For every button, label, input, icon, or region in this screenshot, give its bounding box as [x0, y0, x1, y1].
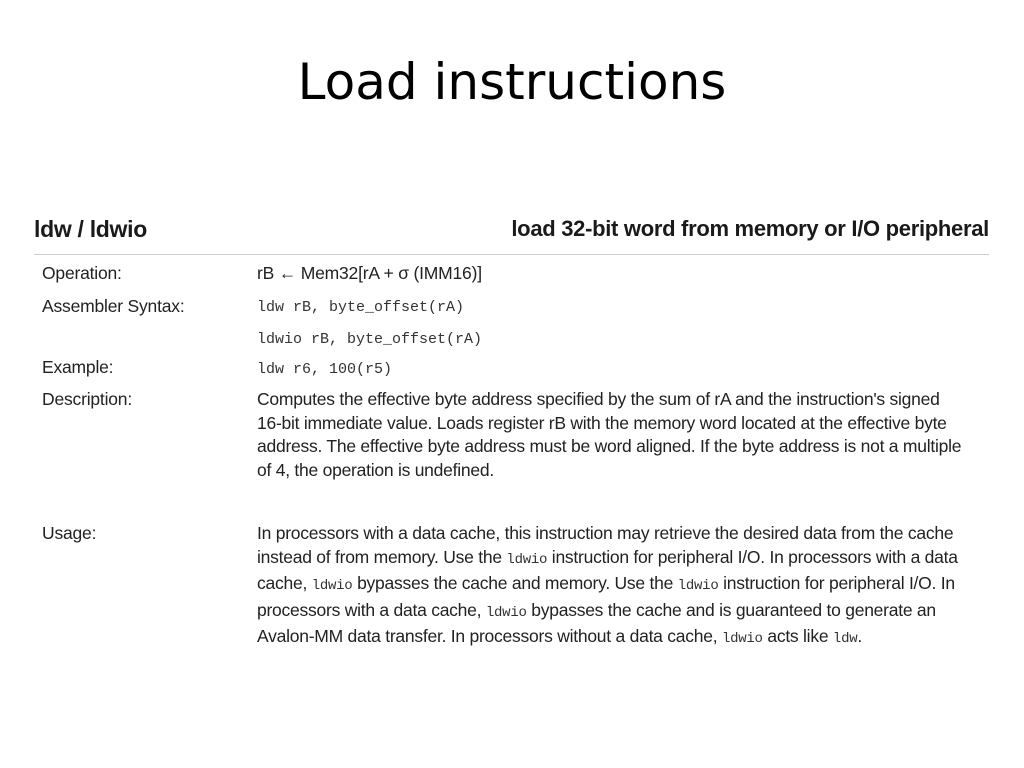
usage-text-fragment: bypasses the cache and memory. Use the [352, 573, 678, 594]
usage-text-fragment: Avalon-MM data transfer. In processors without a data cache, [257, 626, 722, 647]
operation-label: Operation: [42, 263, 122, 283]
usage-text-fragment: acts like [762, 626, 833, 647]
syntax-line-1: ldw rB, byte_offset(rA) [257, 299, 465, 316]
instruction-summary: load 32-bit word from memory or I/O peripheral [511, 216, 989, 241]
usage-text-fragment: . [857, 626, 863, 647]
usage-text-fragment: instruction for peripheral I/O. In processors with a data [547, 546, 958, 567]
usage-text-fragment: instead of from memory. Use the [257, 546, 507, 567]
usage-line [257, 522, 987, 546]
header-divider [34, 254, 989, 255]
usage-line [257, 599, 987, 626]
inline-code: ldw [832, 631, 858, 648]
usage-text-fragment: instruction for peripheral I/O. In [718, 573, 955, 594]
usage-line [257, 546, 987, 573]
inline-code: ldwio [506, 551, 548, 568]
description-line: 16-bit immediate value. Loads register rB with the memory word located at the effective byte [257, 412, 947, 433]
example-value: ldw r6, 100(r5) [257, 361, 393, 378]
inline-code: ldwio [311, 578, 353, 595]
example-label: Example: [42, 357, 114, 377]
usage-text [257, 522, 987, 652]
usage-text-fragment: cache, [257, 573, 312, 594]
description-text [257, 388, 987, 482]
usage-label: Usage: [42, 523, 97, 543]
inline-code: ldwio [721, 631, 763, 648]
instruction-reference [34, 210, 989, 648]
description-label: Description: [42, 389, 132, 409]
syntax-label: Assembler Syntax: [42, 296, 185, 316]
syntax-line-2: ldwio rB, byte_offset(rA) [257, 331, 483, 348]
description-line: of 4, the operation is undefined. [257, 459, 494, 480]
inline-code: ldwio [485, 604, 527, 621]
usage-text-fragment: bypasses the cache and is guaranteed to generate an [526, 599, 936, 620]
usage-line [257, 572, 987, 599]
instruction-header [34, 210, 989, 250]
description-line: address. The effective byte address must be word aligned. If the byte address is not a multiple [257, 436, 962, 457]
instruction-mnemonic: ldw / ldwio [34, 216, 147, 242]
usage-text-fragment: In processors with a data cache, this instruction may retrieve the desired data from the cache [257, 523, 954, 543]
description-line: Computes the effective byte address specified by the sum of rA and the instruction's signed [257, 389, 940, 409]
inline-code: ldwio [677, 578, 719, 595]
usage-line [257, 625, 987, 652]
usage-text-fragment: processors with a data cache, [257, 599, 486, 620]
operation-value: rB ← Mem32[rA + σ (IMM16)] [257, 263, 482, 283]
slide-title: Load instructions [297, 53, 727, 111]
